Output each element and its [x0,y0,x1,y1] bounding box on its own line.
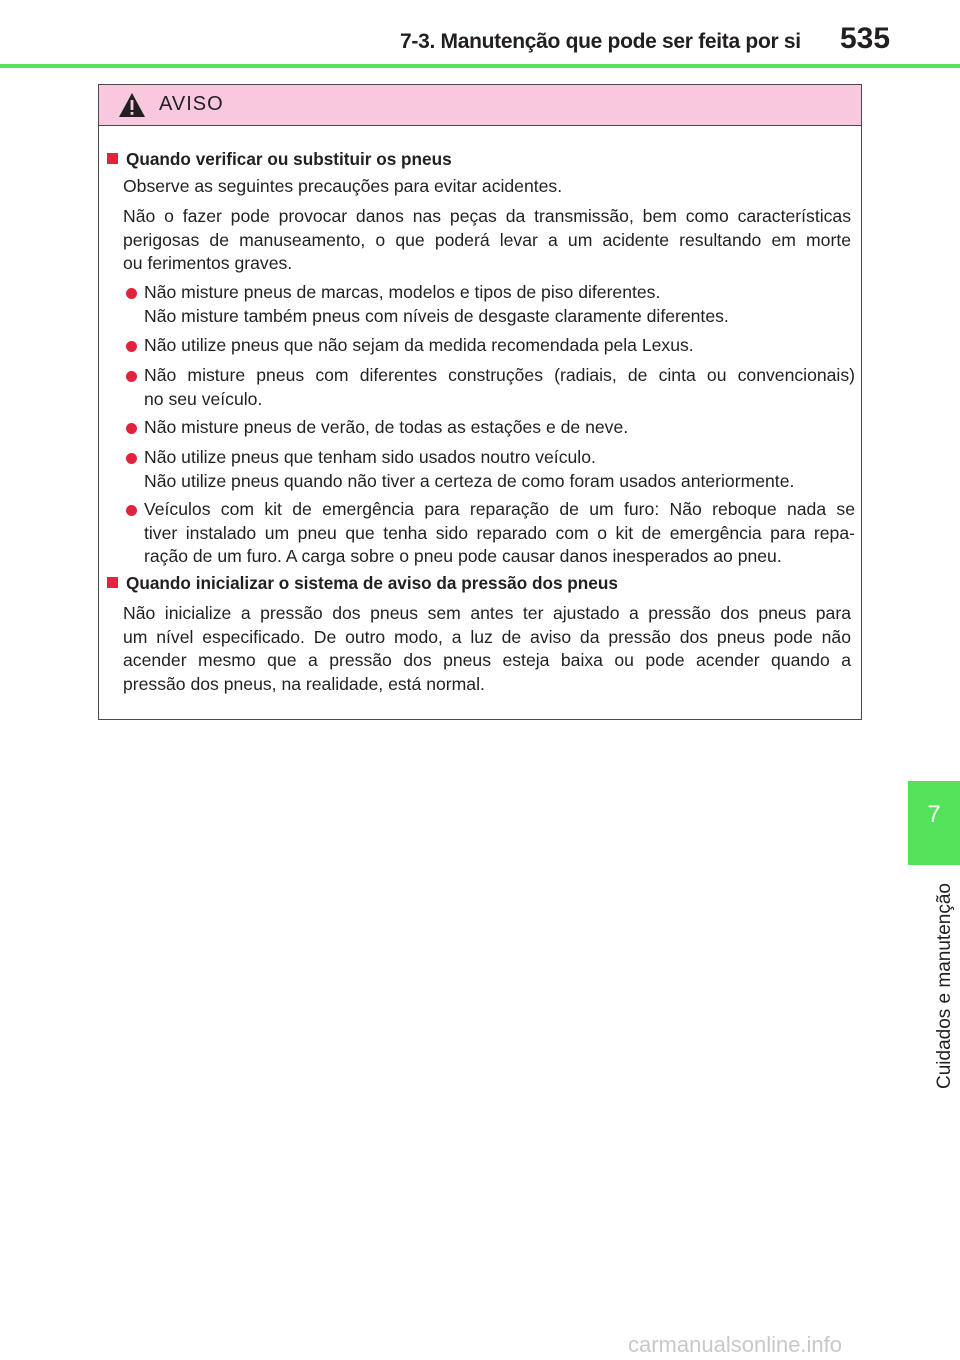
square-bullet-icon [107,153,118,164]
round-bullet-icon [126,371,137,382]
warning-triangle-icon [117,91,147,119]
section-heading-pressure-warning: Quando inicializar o sistema de aviso da pressão dos pneus [107,572,618,596]
warning-header [99,85,861,126]
list-item: Não utilize pneus que não sejam da medida recomendada pela Lexus. [125,334,855,358]
section-intro: Observe as seguintes precauções para evitar acidentes. [123,176,563,196]
page-number: 535 [840,22,891,55]
section-paragraph: Não o fazer pode provocar danos nas peças da transmissão, bem como características perigosas de manuseamento, o que poderá levar a um acidente resultando em morte ou ferimentos graves. [123,206,851,273]
round-bullet-icon [126,288,137,299]
section-heading-tire-check: Quando verificar ou substituir os pneus [107,148,452,172]
warning-box [98,84,862,720]
section-paragraph: Não inicialize a pressão dos pneus sem antes ter ajustado a pressão dos pneus para um nível especificado. De outro modo, a luz de aviso da pressão dos pneus pode não acender mesmo que a pressão dos pneus esteja baixa ou pode acender quando a pressão dos pneus, na realidade, está normal. [123,603,851,694]
round-bullet-icon [126,423,137,434]
watermark: carmanualsonline.info [628,1332,843,1357]
list-item: Não misture pneus com diferentes construções (radiais, de cinta ou convencionais) no seu veículo. [125,364,855,411]
list-item: Veículos com kit de emergência para reparação de um furo: Não reboque nada se tiver instalado um pneu que tenha sido reparado com o kit de emergência para repa- ração de um furo. A carga sobre o pneu pode causar danos inesperados ao pneu. [125,498,855,569]
round-bullet-icon [126,505,137,516]
list-item: Não misture pneus de marcas, modelos e tipos de piso diferentes. Não misture também pneus com níveis de desgaste claramente diferentes. [125,281,855,328]
page-header-title: 7-3. Manutenção que pode ser feita por si [400,30,801,53]
list-item: Não misture pneus de verão, de todas as estações e de neve. [125,416,855,440]
header-rule [0,64,960,68]
chapter-tab-number: 7 [927,801,941,828]
square-bullet-icon [107,577,118,588]
round-bullet-icon [126,341,137,352]
warning-title: AVISO [159,93,224,115]
list-item: Não utilize pneus que tenham sido usados noutro veículo. Não utilize pneus quando não tiver a certeza de como foram usados anteriormente. [125,446,855,493]
chapter-side-label: Cuidados e manutenção [934,883,955,1089]
round-bullet-icon [126,453,137,464]
